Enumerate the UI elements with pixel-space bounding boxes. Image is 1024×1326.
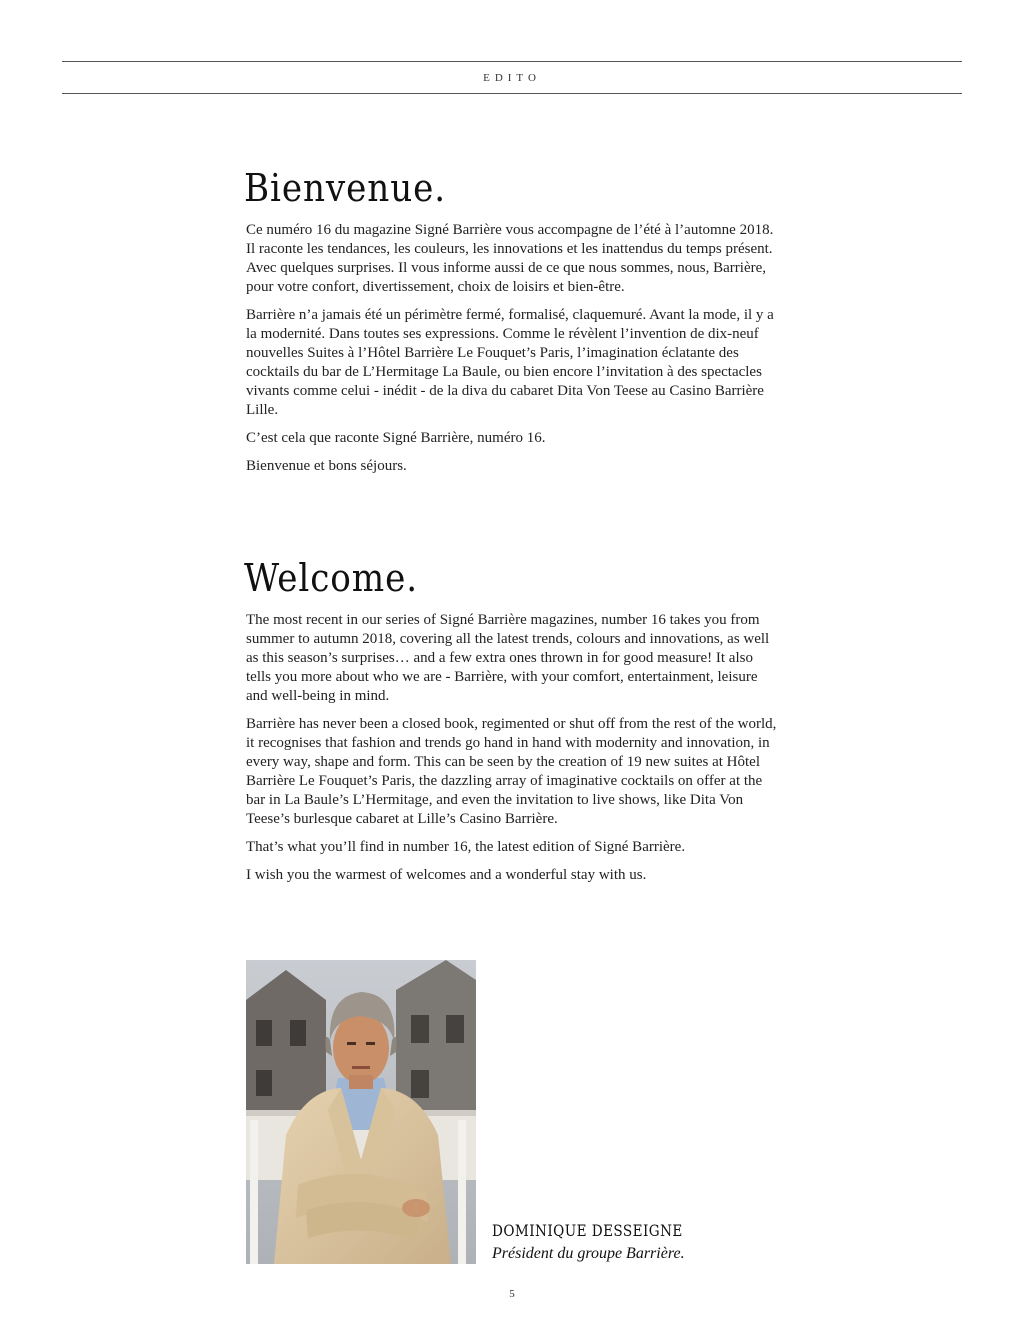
english-paragraph: I wish you the warmest of welcomes and a wonderful stay with us. bbox=[246, 867, 647, 883]
signature-block bbox=[492, 1220, 716, 1266]
english-paragraph: The most recent in our series of Signé Barrière magazines, number 16 takes you from summer to autumn 2018, covering all the latest trends, colours and innovations, as well as this season’s surprises… and a few extra ones thrown in for good measure! It also tells you more about who we are - Barrière, with your comfort, entertainment, leisure and well-being in mind. bbox=[246, 612, 770, 704]
section-label: EDITO bbox=[483, 71, 541, 84]
french-paragraph: Bienvenue et bons séjours. bbox=[246, 458, 407, 474]
french-paragraph: C’est cela que raconte Signé Barrière, numéro 16. bbox=[246, 430, 546, 446]
english-paragraph: That’s what you’ll find in number 16, the latest edition of Signé Barrière. bbox=[246, 839, 686, 855]
french-editorial bbox=[246, 165, 780, 485]
french-paragraph: Barrière n’a jamais été un périmètre fermé, formalisé, claquemuré. Avant la mode, il y a la modernité. Dans toutes ses expressions. Comme le révèlent l’invention de dix-neuf nouvelles Suites à l’Hôtel Barrière Le Fouquet’s Paris, l’imagination éclatante des cocktails du bar de L’Hermitage La Baule, ou bien encore l’invitation à des spectacles vivants comme celui - inédit - de la diva du cabaret Dita Von Teese au Casino Barrière Lille. bbox=[246, 307, 774, 418]
page-number: 5 bbox=[509, 1288, 515, 1300]
english-paragraph: Barrière has never been a closed book, regimented or shut off from the rest of the world, it recognises that fashion and trends go hand in hand with modernity and innovation, in every way, shape and form. This can be seen by the creation of 19 new suites at Hôtel Barrière Le Fouquet’s Paris, the dazzling array of imaginative cocktails on offer at the bar in La Baule’s L’Hermitage, and even the invitation to live shows, like Dita Von Teese’s burlesque cabaret at Lille’s Casino Barrière. bbox=[246, 716, 777, 827]
english-title: Welcome. bbox=[244, 556, 419, 600]
section-header bbox=[62, 61, 962, 94]
signature-role: Président du groupe Barrière. bbox=[492, 1245, 685, 1262]
signature-name: DOMINIQUE DESSEIGNE bbox=[492, 1221, 683, 1240]
english-editorial bbox=[246, 555, 780, 894]
portrait-photo bbox=[246, 960, 476, 1264]
french-paragraph: Ce numéro 16 du magazine Signé Barrière vous accompagne de l’été à l’automne 2018. Il raconte les tendances, les couleurs, les innovations et les inattendus du temps présent. Avec quelques surprises. Il vous informe aussi de ce que nous sommes, nous, Barrière, pour votre confort, divertissement, choix de loisirs et bien-être. bbox=[246, 222, 774, 295]
french-title: Bienvenue. bbox=[244, 166, 447, 210]
